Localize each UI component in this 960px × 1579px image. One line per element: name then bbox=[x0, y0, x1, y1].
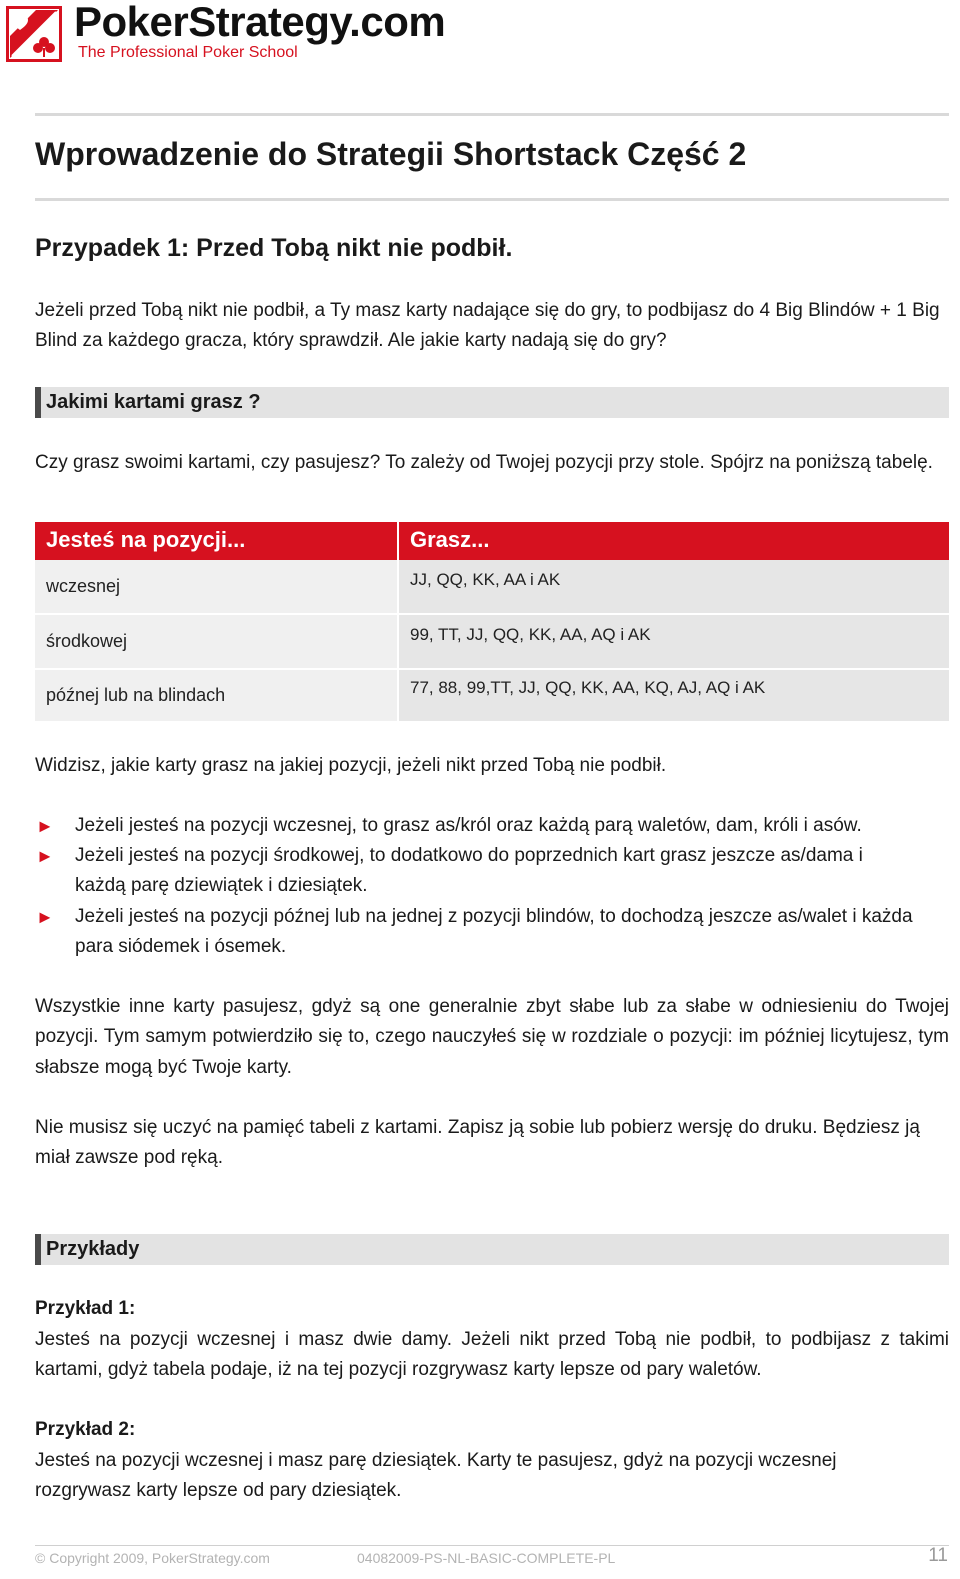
table-row-late-hands: 77, 88, 99,TT, JJ, QQ, KK, AA, KQ, AJ, AQ i AK bbox=[399, 670, 949, 721]
table-row-late-position: późnej lub na blindach bbox=[35, 670, 397, 721]
other-cards-paragraph: Wszystkie inne karty pasujesz, gdyż są one generalnie zbyt słabe lub za słabe w odniesieniu do Twojej pozycji. Tym samym potwierdziło się to, czego nauczyłeś się w rozdziale o pozycji: im później licytujesz, tym słabsze mogą być Twoje karty. bbox=[35, 996, 949, 1078]
logo-tagline: The Professional Poker School bbox=[78, 44, 298, 61]
example-2-text: Jesteś na pozycji wczesnej i masz parę dziesiątek. Karty te pasujesz, gdyż na pozycji wczesnej rozgrywasz karty lepsze od pary dziesiątek. bbox=[35, 1450, 837, 1502]
example-2-label: Przykład 2: bbox=[35, 1419, 136, 1440]
logo-name: PokerStrategy.com bbox=[74, 0, 446, 45]
intro-paragraph: Jeżeli przed Tobą nikt nie podbił, a Ty masz karty nadające się do gry, to podbijasz do 4 Big Blindów + 1 Big Blind za każdego gracza, który sprawdził. Ale jakie karty nadają się do gry? bbox=[35, 300, 940, 352]
table-row-middle-position: środkowej bbox=[35, 615, 397, 668]
table-row-early-hands: JJ, QQ, KK, AA i AK bbox=[399, 560, 949, 613]
list-item: Jeżeli jesteś na pozycji wczesnej, to grasz as/król oraz każdą parą waletów, dam, króli i asów. bbox=[75, 815, 862, 836]
table-header-position: Jesteś na pozycji... bbox=[35, 522, 397, 560]
case-heading: Przypadek 1: Przed Tobą nikt nie podbił. bbox=[35, 234, 513, 262]
page-number: 11 bbox=[928, 1545, 948, 1566]
logo-mark-icon bbox=[6, 6, 62, 62]
memorize-paragraph: Nie musisz się uczyć na pamięć tabeli z kartami. Zapisz ją sobie lub pobierz wersję do druku. Będziesz ją miał zawsze pod ręką. bbox=[35, 1117, 920, 1169]
page-title: Wprowadzenie do Strategii Shortstack Część 2 bbox=[35, 136, 747, 172]
section-accent bbox=[35, 1234, 41, 1265]
section-accent bbox=[35, 387, 41, 418]
footer-copyright: © Copyright 2009, PokerStrategy.com bbox=[35, 1550, 270, 1566]
section-heading-cards-label: Jakimi kartami grasz ? bbox=[46, 391, 261, 413]
title-top-rule bbox=[35, 113, 949, 116]
after-table-paragraph: Widzisz, jakie karty grasz na jakiej pozycji, jeżeli nikt przed Tobą nie podbił. bbox=[35, 755, 667, 776]
table-row-early-position: wczesnej bbox=[35, 560, 397, 613]
footer-doc-code: 04082009-PS-NL-BASIC-COMPLETE-PL bbox=[357, 1550, 616, 1566]
bullet-arrow-icon: ► bbox=[36, 846, 54, 866]
section-heading-cards bbox=[35, 387, 949, 418]
table-row-middle-hands: 99, TT, JJ, QQ, KK, AA, AQ i AK bbox=[399, 615, 949, 668]
logo bbox=[6, 0, 476, 66]
section-heading-examples bbox=[35, 1234, 949, 1265]
list-item: Jeżeli jesteś na pozycji środkowej, to dodatkowo do poprzednich kart grasz jeszcze as/dama i każdą parę dziewiątek i dziesiątek. bbox=[75, 845, 863, 897]
example-1-label: Przykład 1: bbox=[35, 1298, 136, 1319]
footer-rule bbox=[35, 1545, 949, 1546]
title-bottom-rule bbox=[35, 198, 949, 201]
example-1-text: Jesteś na pozycji wczesnej i masz dwie damy. Jeżeli nikt przed Tobą nie podbił, to podbijasz z takimi kartami, gdyż tabela podaje, iż na tej pozycji rozgrywasz karty lepsze od pary waletów. bbox=[35, 1329, 949, 1381]
table-header-hands: Grasz... bbox=[399, 522, 949, 560]
bullet-arrow-icon: ► bbox=[36, 907, 54, 927]
cards-paragraph: Czy grasz swoimi kartami, czy pasujesz? To zależy od Twojej pozycji przy stole. Spójrz na poniższą tabelę. bbox=[35, 452, 933, 473]
bullet-arrow-icon: ► bbox=[36, 816, 54, 836]
section-heading-examples-label: Przykłady bbox=[46, 1238, 140, 1260]
list-item: Jeżeli jesteś na pozycji późnej lub na jednej z pozycji blindów, to dochodzą jeszcze as/walet i każda para siódemek i ósemek. bbox=[75, 906, 913, 958]
